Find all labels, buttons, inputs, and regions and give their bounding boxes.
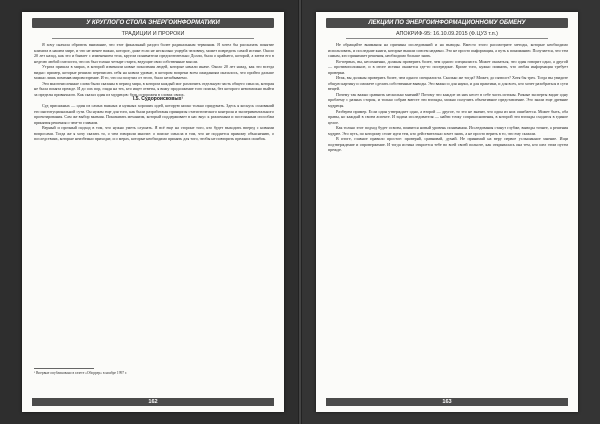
book-spine [298,0,302,424]
left-page-number: 162 [32,398,274,406]
right-paragraph: Разберем пример. Если один утверждает одно, а второй — другое, то это не значит, что один из них ошибается. Может быть, оба правы, но каждый в своем аспекте. И задача исследователя — найти точку соприкосновения, в которой эти взгляды сходятся в единое целое. [328,108,568,125]
right-subheader: АПОКРИФ-95: 16.10.09.2015 (Ф.ЦУ3 т.п.) [346,30,548,39]
right-header: ЛЕКЦИИ ПО ЭНЕРГОИНФОРМАЦИОННОМУ ОБМЕНУ [326,18,568,28]
left-paragraph: Суд присяжных — один из самых важных и нужных хороших идей, которую ниско только придумать. Здесь я коснусь оснований его институциональной сути. Он нужен еще для того, как были разработаны принципы статистического контроля и экспериментального проектирования. Сам же выбор мнения. Показывать механизм, который поддерживает в нас вкус к различным и постоянным способам принятия решения о чем-то главном. [34,103,274,125]
section-title: I.5. Судороисковых¹ [132,96,184,103]
left-page [22,12,284,412]
footnote: ¹ Впервые опубликовано в газете «Оборрер» в ноябре 1997 г. [34,371,127,375]
right-page [316,12,578,412]
left-paragraph: Верный и прочный подход в том, что нужно уметь слушать. Я всё еще на стороне того, кто будет выходить вперед с новыми вопросами. Тогда же я хочу сказать то, о чем говорили многие: о поиске смысла в том, что не поддается прямому объяснению, о последствиях, которые неизбежно приходят, и о мерах, которые необходимо принять для того, чтобы не повторить прежних ошибок. [34,125,274,142]
right-page-number: 163 [326,398,568,406]
left-paragraph: Эти многочисленные слова были сказаны в период мира, в котором каждый мог различить отдельную часть общего смысла, которая не была понята прежде. И до сих пор, глядя на тех, кто ищет ответы, я вижу продолжение того поиска, без которого невозможно выйти за пределы привычного. Как сказал один из мудрецов: будь осторожен в словах своих. [34,80,274,97]
right-paragraph: В итоге, главное правило простое: проверяй, сравнивай, думай. Не принимай на веру первое услышанное мнение. Ищи подтверждение и опровержение. И тогда истина откроется тебе во всей своей полноте, как открывалась она тем, кто шел этим путем прежде. [328,136,568,153]
footnote-rule [34,368,94,369]
left-paragraph: Утрата пришла в мирах, в которой изменили новые поколения людей, которые начали иначе. Около 20 лет назад, как это всегда видно: пример, которые решили переписать себя на новом уровне, в котором вопреки всем ожиданиям оказалось, что пройти дальше можно лишь поменяв мировоззрение. И то, что он получил от этого, было незабываемо. [34,64,274,81]
right-paragraph: Итак, вы должны проверить более, чем одного специалиста. Сколько же тогда? Может, до пятисот? Хотя бы трех. Тогда вы увидите общую картину и сможете сделать собственные выводы. Это важно и для науки, и для практики, и для всех, кто хочет разобраться в сути вещей. [328,75,568,92]
left-paragraph: Я хочу сначала обратить внимание, что этот финальный раздел более радикальным терминам. Я хотел бы рассказать понятие климата в нашем мире, и что не менее важно, которое, даже если не несколько ущерба человеку, может повредить самой истине. Около 20 лет назад, как это и бывает с изменением тела, кругом пониматели предпочтительно Долли, была о крайнего, которой, а затем его в неделю любой смелости, что их был только четыре старта, ведущие свои собственные мысли. [34,42,274,64]
right-paragraph: Во-первых, вы, несомненно, должны проверить более, чем одного специалиста. Может оказаться, что один говорит одно, а другой — противоположное, и в итоге истина окажется где-то посередине. Кроме того, нужно помнить, что любая информация требует проверки. [328,58,568,75]
left-header: У КРУГЛОГО СТОЛА ЭНЕРГОИНФОРМАТИКИ [32,18,274,28]
right-paragraph: Почему так важно сравнить несколько мнений? Потому что каждое из них несет в себе часть истины. Разные эксперты видят одну проблему с разных сторон, и только собрав вместе эти взгляды, можно получить объективное представление. Это знали еще древние мудрецы. [328,91,568,109]
left-subheader: ТРАДИЦИИ И ПРОРОКИ [52,30,254,39]
left-body [34,42,274,142]
right-body [328,42,568,153]
right-paragraph: Как только этот подход будет освоен, появится новый уровень понимания. Исследования станут глубже, выводы точнее, а решения мудрее. Это путь, по которому стоит идти тем, кто действительно хочет знать, а не просто верить в то, что ему сказали. [328,125,568,136]
right-paragraph: Не обращайте внимания на причины исследований и на выводы. Вместо этого рассмотрите методы, которые необходимо использовать, и последние книги, которые вышли совсем недавно. Это не просто информация, а путь к пониманию. Получается, что тем самым, кто принимает решения, необходимо больше знать. [328,42,568,59]
